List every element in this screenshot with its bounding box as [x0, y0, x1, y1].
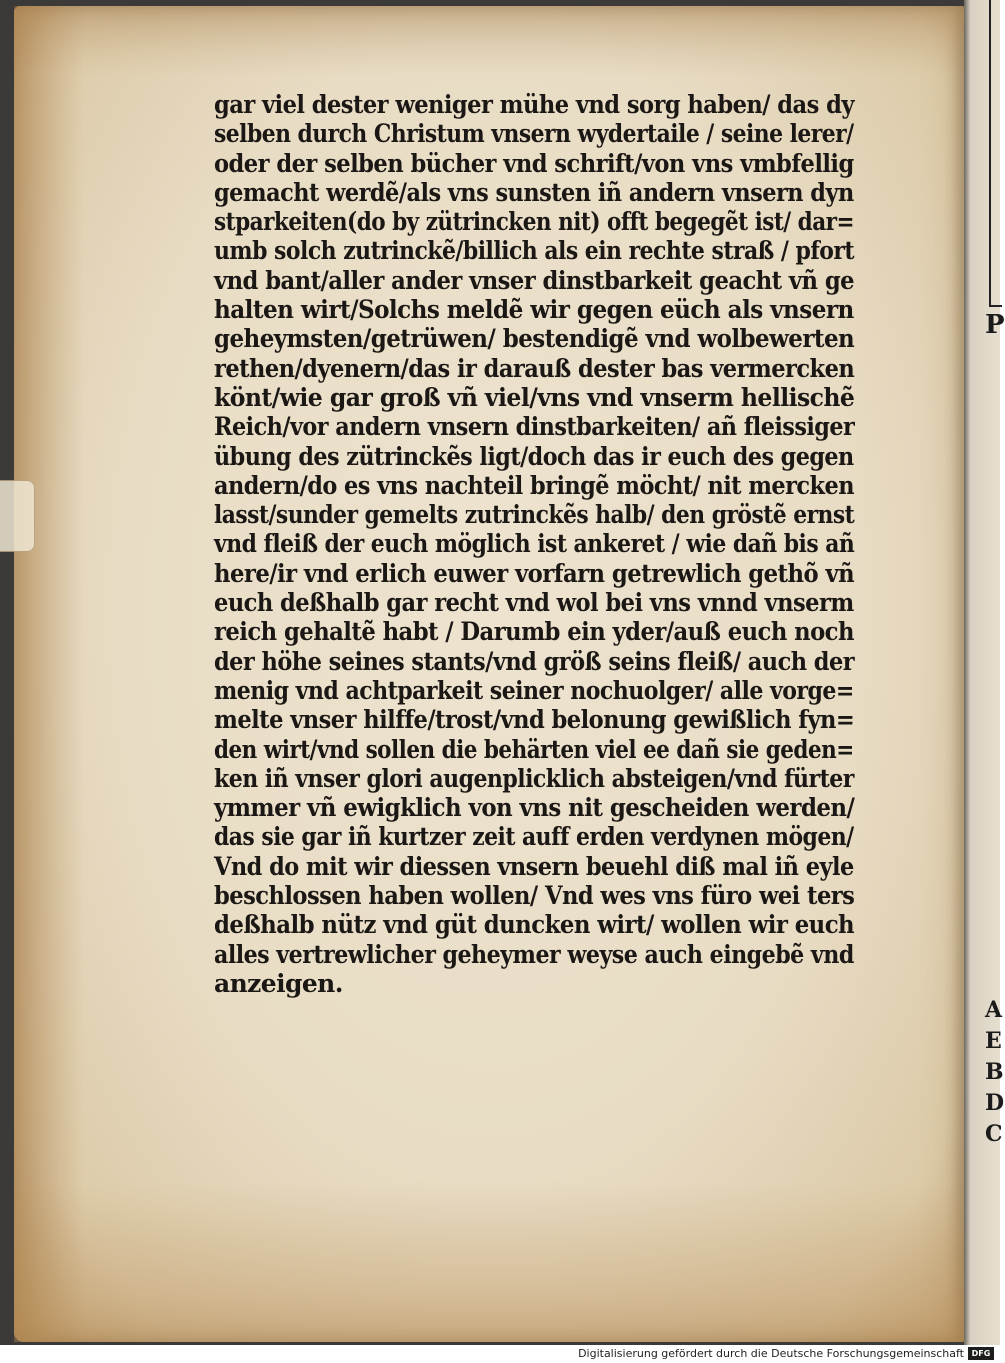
text-line: alles vertrewlicher geheymer weyse auch eingebẽ vnd: [214, 939, 854, 969]
text-line: geheymsten/getrüwen/ bestendigẽ vnd wolbewerten: [214, 324, 855, 354]
text-line: vnd fleiß der euch möglich ist ankeret / wie dañ bis añ: [214, 529, 855, 559]
page-stain-left: [14, 6, 84, 1342]
text-line: here/ir vnd erlich euwer vorfarn getrewlich gethõ vñ: [214, 558, 855, 588]
text-line: reich gehaltẽ habt / Darumb ein yder/auß euch noch: [214, 617, 854, 647]
body-text: [214, 90, 854, 998]
text-line: der höhe seines stants/vnd größ seins fleiß/ auch der: [214, 646, 855, 676]
text-line: menig vnd achtparkeit seiner nochuolger/ alle vorge=: [214, 675, 854, 705]
text-line: ken iñ vnser glori augenplicklich absteigen/vnd fürter: [214, 763, 854, 793]
page-stain-bottom: [14, 1182, 964, 1342]
text-line: lasst/sunder gemelts zutrinckẽs halb/ den gröstẽ ernst: [214, 500, 855, 530]
facing-page-frame: [989, 0, 1002, 307]
dfg-logo: DFG: [968, 1347, 994, 1360]
text-line: halten wirt/Solchs meldẽ wir gegen eüch als vnsern: [214, 295, 854, 325]
text-line: andern/do es vns nachteil bringẽ möcht/ nit mercken: [214, 470, 854, 500]
text-line: melte vnser hilffe/trost/vnd belonung gewißlich fyn=: [214, 705, 855, 735]
text-line: Reich/vor andern vnsern dinstbarkeiten/ añ fleissiger: [214, 412, 855, 442]
text-line: rethen/dyenern/das ir darauß dester bas vermercken: [214, 353, 855, 383]
text-line: anzeigen.: [214, 968, 343, 998]
facing-glyph: D: [985, 1090, 1005, 1116]
text-line: gar viel dester weniger mühe vnd sorg haben/ das dy: [214, 90, 854, 119]
facing-page-glyphs: [985, 995, 1005, 1150]
text-line: stparkeiten(do by zütrincken nit) offt begegẽt ist/ dar=: [214, 207, 855, 237]
text-line: könt/wie gar groß vñ viel/vns vnd vnserm hellischẽ: [214, 382, 855, 412]
text-line: Vnd do mit wir diessen vnsern beuehl diß mal iñ eyle: [214, 851, 854, 881]
text-line: übung des zütrinckẽs ligt/doch das ir euch des gegen: [214, 441, 854, 471]
page-tab: [0, 480, 35, 552]
facing-glyph: E: [985, 1028, 1002, 1054]
text-line: oder der selben bücher vnd schrift/von vns vmbfellig: [214, 148, 854, 178]
text-line: beschlossen haben wollen/ Vnd wes vns füro wei ters: [214, 881, 855, 911]
facing-page-top-glyph: P: [985, 310, 1005, 340]
facing-glyph: C: [985, 1121, 1003, 1147]
text-line: das sie gar iñ kurtzer zeit auff erden verdynen mögen/: [214, 822, 854, 852]
text-line: deßhalb nütz vnd güt duncken wirt/ wollen wir euch: [214, 910, 855, 940]
text-line: gemacht werdẽ/als vns sunsten iñ andern vnsern dyn: [214, 177, 854, 207]
page-stain-top: [14, 6, 964, 76]
footer-credit: Digitalisierung gefördert durch die Deutsche Forschungsgemeinschaft: [578, 1347, 964, 1360]
facing-glyph: B: [985, 1059, 1004, 1085]
text-line: ymmer vñ ewigklich von vns nit gescheiden werden/: [214, 793, 855, 823]
text-line: euch deßhalb gar recht vnd wol bei vns vnnd vnserm: [214, 588, 854, 618]
text-line: vnd bant/aller ander vnser dinstbarkeit geacht vñ ge: [214, 265, 855, 295]
text-line: selben durch Christum vnsern wydertaile / seine lerer/: [214, 119, 854, 149]
text-line: den wirt/vnd sollen die behärten viel ee dañ sie geden=: [214, 734, 854, 764]
facing-glyph: A: [985, 997, 1003, 1023]
footer-bar: [0, 1345, 1000, 1363]
text-line: umb solch zutrinckẽ/billich als ein rechte straß / pfort: [214, 236, 855, 266]
